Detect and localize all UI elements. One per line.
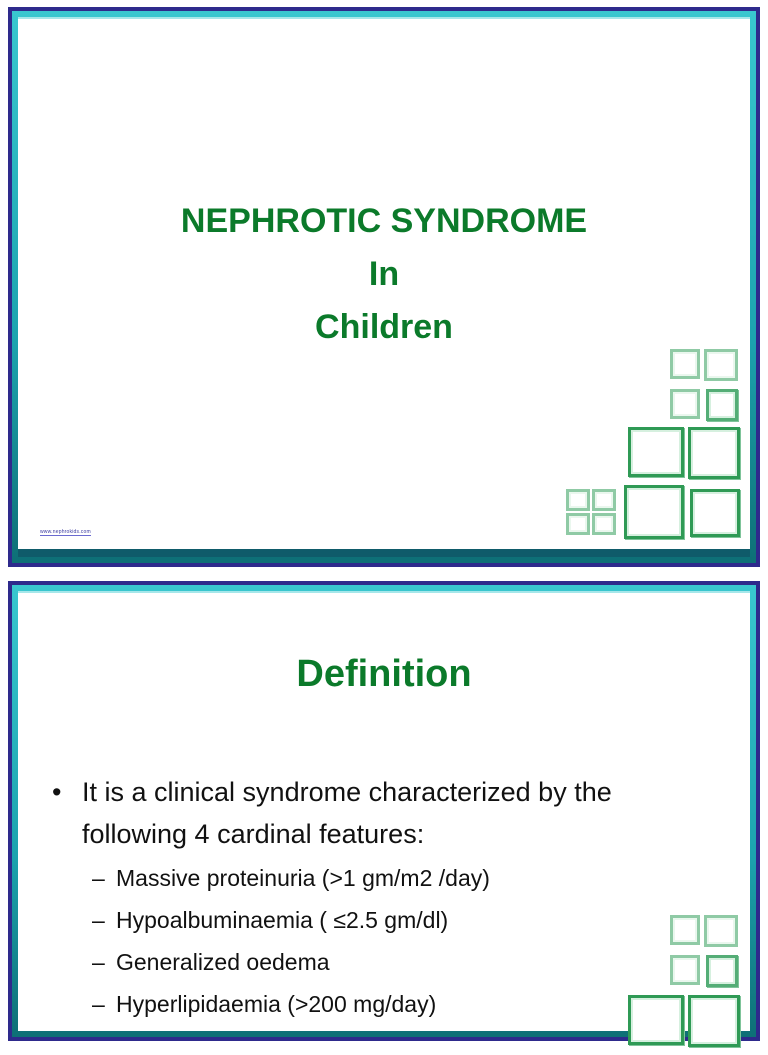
slide-title xyxy=(8,7,760,567)
dash-marker: – xyxy=(92,991,105,1017)
title-line-1: NEPHROTIC SYNDROME xyxy=(180,202,588,240)
bullet-marker: • xyxy=(52,777,62,807)
sub-bullet-item xyxy=(92,899,710,941)
slide-title-text xyxy=(18,195,750,354)
sub-bullet-list xyxy=(52,857,710,1025)
title-line-3: Children xyxy=(315,308,453,346)
footer-link[interactable]: www.nephrokids.com xyxy=(40,529,91,535)
slide-frame xyxy=(12,585,756,1037)
slide-frame xyxy=(12,11,756,563)
decorative-squares-icon xyxy=(556,349,746,545)
slide-definition xyxy=(8,581,760,1041)
dash-marker: – xyxy=(92,865,105,891)
dash-marker: – xyxy=(92,949,105,975)
sub-bullet-text: Hyperlipidaemia (>200 mg/day) xyxy=(116,991,437,1017)
sub-bullet-text: Hypoalbuminaemia ( ≤2.5 gm/dl) xyxy=(116,907,449,933)
bullet-item xyxy=(52,771,710,855)
slide-content xyxy=(18,591,750,1031)
title-line-2: In xyxy=(368,255,400,293)
sub-bullet-item xyxy=(92,941,710,983)
sub-bullet-item xyxy=(92,857,710,899)
definition-bullets xyxy=(52,771,710,1025)
sub-bullet-text: Massive proteinuria (>1 gm/m2 /day) xyxy=(116,865,490,891)
slide-content xyxy=(18,17,750,557)
sub-bullet-item xyxy=(92,983,710,1025)
bullet-text: It is a clinical syndrome characterized by the following 4 cardinal features: xyxy=(82,777,612,849)
definition-heading: Definition xyxy=(296,653,472,695)
dash-marker: – xyxy=(92,907,105,933)
sub-bullet-text: Generalized oedema xyxy=(116,949,330,975)
